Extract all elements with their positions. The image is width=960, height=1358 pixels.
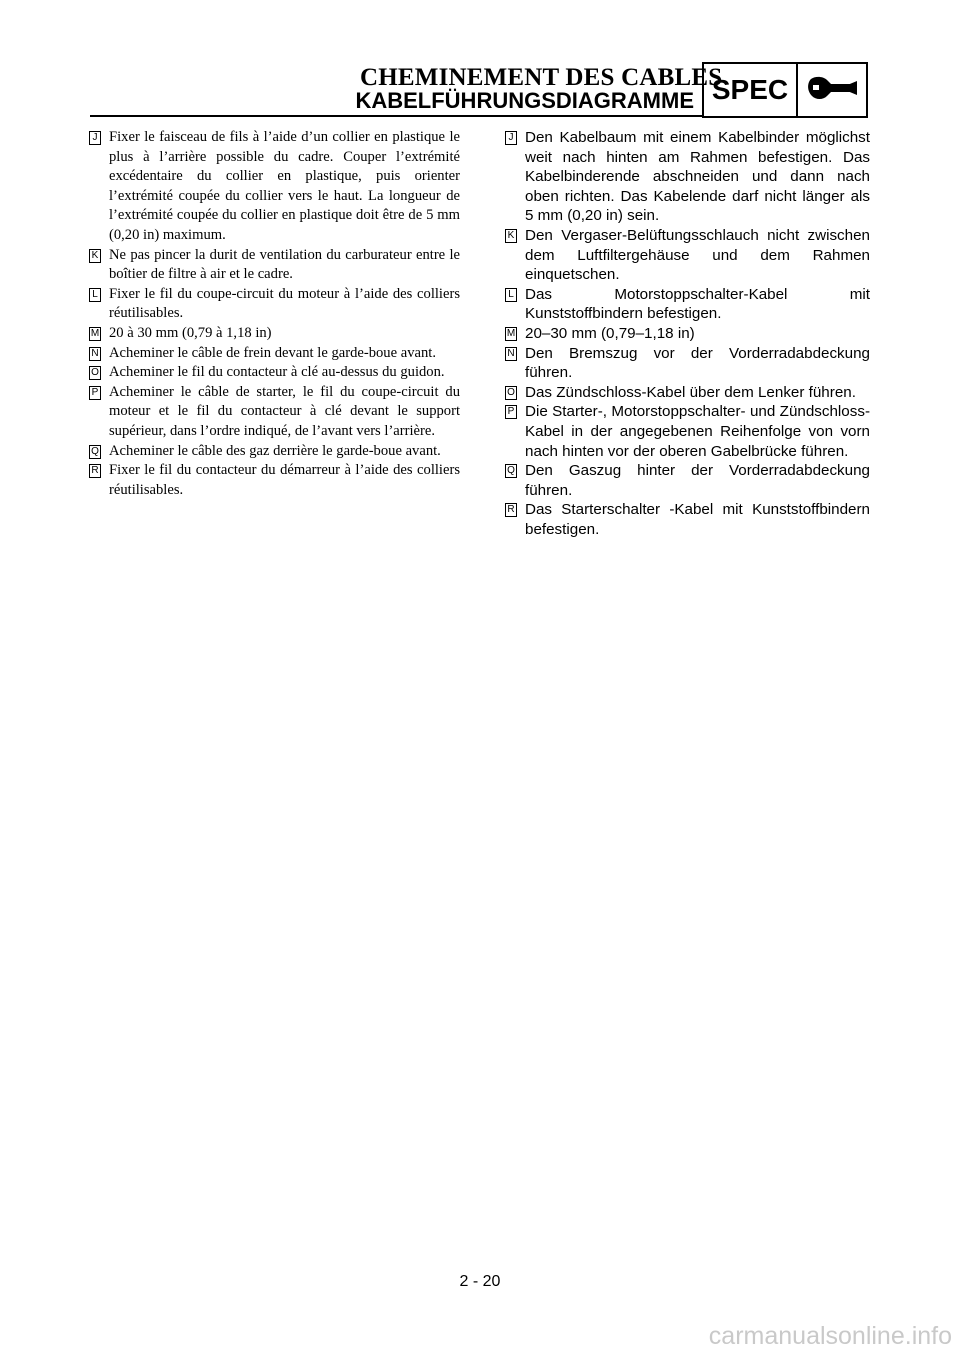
header-divider <box>90 115 702 117</box>
item-text: Den Gaszug hinter der Vorderradabdeckung führen. <box>525 462 870 499</box>
item-text: 20–30 mm (0,79–1,18 in) <box>525 324 695 342</box>
wrench-icon <box>798 64 866 116</box>
list-item <box>88 344 460 364</box>
item-text: Das Zündschloss-Kabel über dem Lenker führen. <box>525 383 856 401</box>
list-item <box>504 500 870 539</box>
item-text: Den Kabelbaum mit einem Kabelbinder möglichst weit nach hinten am Rahmen befestigen. Das Kabelbinderende abschneiden und dann nach oben richten. Das Kabelende darf nicht länger als 5 mm (0,20 in) sein. <box>525 129 870 225</box>
page-title-fr: CHEMINEMENT DES CABLES <box>360 64 723 91</box>
item-marker: K <box>505 229 517 243</box>
item-text: Acheminer le fil du contacteur à clé au-dessus du guidon. <box>109 364 445 381</box>
item-marker: O <box>505 386 517 400</box>
item-marker: P <box>505 405 517 419</box>
list-item <box>88 324 460 344</box>
list-item <box>504 324 870 344</box>
item-marker: L <box>505 288 517 302</box>
item-marker: R <box>505 503 517 517</box>
item-text: Das Motorstoppschalter-Kabel mit Kunststoffbindern befestigen. <box>525 285 870 323</box>
item-text: Den Vergaser-Belüftungsschlauch nicht zwischen dem Luftfiltergehäuse und dem Rahmen einquetschen. <box>525 226 870 284</box>
list-item <box>88 246 460 285</box>
list-item <box>88 383 460 442</box>
list-item <box>504 383 870 403</box>
list-item <box>504 461 870 500</box>
item-text: 20 à 30 mm (0,79 à 1,18 in) <box>109 324 272 341</box>
list-item <box>504 285 870 324</box>
item-text: Die Starter-, Motorstoppschalter- und Zündschloss-Kabel in der angegebenen Reihenfolge von vorn nach hinten vor der oberen Gabelbrücke führen. <box>525 403 870 460</box>
item-marker: M <box>506 327 516 339</box>
page-number: 2 - 20 <box>459 1273 501 1290</box>
item-text: Acheminer le câble des gaz derrière le garde-boue avant. <box>109 442 441 459</box>
list-item <box>88 128 460 246</box>
item-marker: K <box>89 249 101 263</box>
list-item <box>504 402 870 461</box>
page-title-de: KABELFÜHRUNGSDIAGRAMME <box>355 88 694 113</box>
item-marker: N <box>505 347 517 361</box>
item-marker: J <box>505 131 517 145</box>
item-text: Das Starterschalter -Kabel mit Kunststoffbindern befestigen. <box>525 501 870 538</box>
item-marker: J <box>89 131 101 145</box>
item-marker: L <box>89 288 101 302</box>
list-item <box>88 461 460 500</box>
item-marker: O <box>89 366 101 380</box>
spec-label: SPEC <box>704 64 798 116</box>
item-marker: N <box>89 347 101 361</box>
item-marker: Q <box>89 445 101 459</box>
item-text: Fixer le fil du coupe-circuit du moteur à l’aide des colliers réutilisables. <box>109 285 460 322</box>
spec-badge <box>702 62 868 118</box>
list-item <box>504 128 870 226</box>
german-instructions <box>504 128 870 539</box>
item-text: Den Bremszug vor der Vorderradabdeckung führen. <box>525 344 870 382</box>
list-item <box>88 285 460 324</box>
item-text: Ne pas pincer la durit de ventilation du carburateur entre le boîtier de filtre à air et le cadre. <box>109 246 460 283</box>
item-marker: P <box>89 386 101 400</box>
list-item <box>504 226 870 285</box>
item-marker: M <box>90 327 100 339</box>
item-text: Fixer le fil du contacteur du démarreur à l’aide des colliers réutilisables. <box>109 462 460 498</box>
item-marker: R <box>89 464 101 478</box>
watermark: carmanualsonline.info <box>708 1322 952 1350</box>
list-item <box>88 442 460 462</box>
french-instructions <box>88 128 460 500</box>
list-item <box>88 363 460 383</box>
item-text: Acheminer le câble de starter, le fil du coupe-circuit du moteur et le fil du contacteur à clé devant le support supérieur, dans l’ordre indiqué, de l’avant vers l’arrière. <box>109 383 460 439</box>
item-text: Acheminer le câble de frein devant le garde-boue avant. <box>109 344 436 361</box>
item-marker: Q <box>505 464 517 478</box>
list-item <box>504 344 870 383</box>
item-text: Fixer le faisceau de fils à l’aide d’un collier en plastique le plus à l’arrière possible du cadre. Couper l’extrémité excédentaire du collier en plastique, puis orienter l’extrémité coupée du collier vers le haut. La longueur de l’extrémité coupée du collier en plastique doit être de 5 mm (0,20 in) maximum. <box>109 129 460 243</box>
